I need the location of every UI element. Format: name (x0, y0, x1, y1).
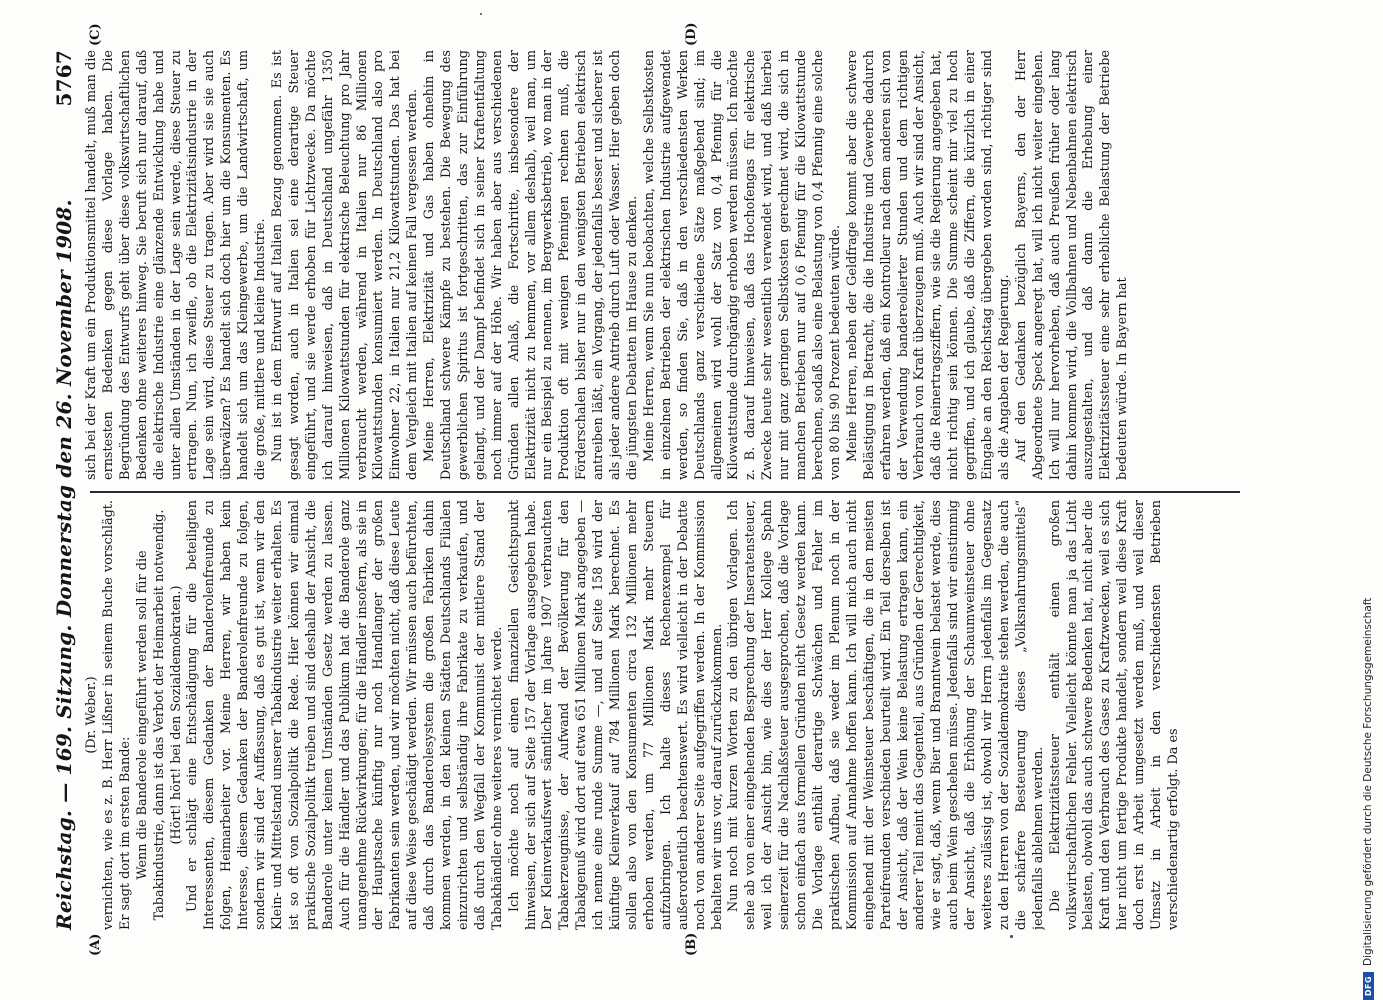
paragraph: sich bei der Kraft um ein Produktionsmittel handelt, muß man die ernstesten Bedenken gegen diese Vorlage haben. Die Begründung des Entwurfs geht über diese volkswirtschaftlichen Bedenken ohne weiteres hinweg. Sie beruft sich nur darauf, daß die elektrische Industrie eine glänzende Entwicklung habe und unter allen Umständen in der Lage sein werde, diese Steuer zu ertragen. Nun, ich zweifle, ob die Elektrizitätsindustrie in der Lage sein wird, diese Steuer zu tragen. Aber wird sie sie auch überwälzen? Es handelt sich doch hier um die Konsumenten. Es handelt sich um das Kleingewerbe, um die Landwirtschaft, um die große, mittlere und kleine Industrie. (84, 50, 269, 480)
paragraph: Meine Herren, Elektrizität und Gas haben ohnehin in Deutschland schwere Kämpfe zu bestehen. Die Bewegung des gewerblichen Spiritus ist fortgeschritten, das zur Einführung gelangt, und der Dampf befindet sich in seiner Kraftentfaltung noch immer auf der Höhe. Wir haben aber aus verschiedenen Gründen allen Anlaß, die Fortschritte, insbesondere der Elektrizität nicht zu hemmen, vor allem deshalb, weil man, um nur ein Beispiel zu nennen, im Bergwerksbetrieb, wo man in der Produktion oft mit wenigen Pfennigen rechnen muß, die Förderschalen bisher nur in den wenigsten Betrieben elektrisch antreiben läßt, ein Vorgang, der jedenfalls besser und sicherer ist als jeder andere Antrieb durch Luft oder Wasser. Hier geben doch die jüngsten Debatten im Hause zu denken. (422, 50, 640, 480)
paragraph: Meine Herren, wenn Sie nun beobachten, welche Selbstkosten in einzelnen Betrieben der elektrischen Industrie aufgewendet werden, so finden Sie, daß in den verschiedensten Werken Deutschlands ganz verschiedene Sätze maßgebend sind; im allgemeinen wird wohl der Satz von 0,4 Pfennig für die Kilowattstunde durchgängig erhoben werden müssen. Ich möchte z. B. darauf hinweisen, daß das Hochofengas für elektrische Zwecke heute sehr wesentlich verwendet wird, und daß hierbei nur mit ganz geringen Selbstkosten gerechnet wird, die sich in manchen Betrieben nur auf 0,6 Pfennig für die Kilowattstunde berechnen, sodaß also eine Belastung von 0,4 Pfennig eine solche von 80 bis 90 Prozent bedeuten würde. (641, 50, 843, 480)
page-number: 5767 (52, 50, 76, 107)
digitization-credit (1362, 0, 1374, 1000)
column-divider (90, 491, 1240, 493)
paragraph: Und er schlägt eine Entschädigung für die beteiligten Interessenten, diesem Gedanken der Banderolenfreunde zu folgen, Heimarbeiter vor. Meine Herren, wir haben kein Interesse, diesem Gedanken der Banderolenfreunde zu folgen, sondern wir sind der Auffassung, daß es gut ist, wenn wir den Klein- und Mittelstand unserer Tabakindustrie weiter erhalten. Es ist so oft von Sozialpolitik die Rede. Hier können wir einmal praktische Sozialpolitik treiben und sind deshalb der Ansicht, die Banderole unter keinen Umständen Gesetz werden zu lassen. Auch für die Händler und das Publikum hat die Banderole ganz unangenehme Rückwirkungen; für die Händler insofern, als sie in der Hauptsache künftig nur noch Handlanger der großen Fabrikanten sein werden, und wir möchten nicht, daß diese Leute auf diese Weise geschädigt werden. Wir müssen auch befürchten, daß durch das Banderolesystem die großen Fabriken dahin kommen werden, in den kleinen Städten Deutschlands Filialen einzurichten und selbständig ihre Fabrikate zu verkaufen, und daß durch den Wegfall der Kommunist der mittlere Stand der Tabakhändler ohne weiteres vernichtet werde. (185, 500, 505, 930)
paragraph: Nun noch mit kurzen Worten zu den übrigen Vorlagen. Ich sehe ab von einer eingehenden Besprechung der Inseratensteuer, weil ich der Ansicht bin, wie dies der Herr Kollege Spahn seinerzeit für die Nachlaßsteuer ausgesprochen, daß die Vorlage schon einfach aus formellen Gründen nicht Gesetz werden kann. Die Vorlage enthält derartige Schwächen und Fehler im praktischen Aufbau, daß sie weder im Plenum noch in der Kommission auf Annahme hoffen kann. Ich will mich auch nicht eingehend mit der Weinsteuer beschäftigen, die in den meisten Parteifreunden verschieden beurteilt wird. Ein Teil derselben ist der Ansicht, daß der Wein keine Belastung ertragen kann, ein anderer Teil meint das Gegenteil, aus Gründen der Gerechtigkeit, wie er sagt, daß, wenn Bier und Branntwein belastet werde, dies auch beim Wein geschehen müsse. Jedenfalls sind wir einstimmig der Ansicht, daß die Erhöhung der Schaumweinsteuer ohne weiteres zulässig ist, obwohl wir Herrn jedenfalls im Gegensatz zu den Herren von der Sozialdemokratie stehen werden, die auch die schärfere Besteuerung dieses „Volksnahrungsmittels“ jedenfalls ablehnen werden. (726, 500, 1046, 930)
margin-marker-c: (C) (88, 23, 103, 46)
paragraph: Nun ist in dem Entwurf auf Italien Bezug genommen. Es ist gesagt worden, auch in Italien sei eine derartige Steuer eingeführt, und sie werde erhoben für Lichtzwecke. Da möchte ich darauf hinweisen, daß in Deutschland ungefähr 1350 Millionen Kilowattstunden für elektrische Beleuchtung pro Jahr verbraucht werden, während in Italien nur 86 Millionen Kilowattstunden konsumiert werden. In Deutschland also pro Einwohner 22, in Italien nur 21,2 Kilowattstunden. Das hat bei dem Vergleich mit Italien auf keinen Fall vergessen werden. (269, 50, 421, 480)
margin-marker-d: (D) (684, 22, 699, 46)
paragraph: Ich möchte noch auf einen finanziellen Gesichtspunkt hinweisen, der sich auf Seite 157 der Vorlage ausgegeben habe. Der Kleinverkaufswert sämtlicher im Jahre 1907 verbrauchten Tabakerzeugnisse, der Aufwand der Bevölkerung für den Tabakgenuß wird dort auf etwa 651 Millionen Mark angegeben — ich nenne eine runde Summe —, und auf Seite 158 wird der künftige Kleinverkauf auf 784 Millionen Mark berechnet. Es sollen also von den Konsumenten circa 132 Millionen mehr erhoben werden, um 77 Millionen Mark mehr Steuern aufzubringen. Ich halte dieses Rechenexempel für außerordentlich beachtenswert. Es wird vielleicht in der Debatte noch von anderer Seite aufgegriffen werden. In der Kommission behalten wir uns vor, darauf zurückzukommen. (506, 500, 725, 930)
margin-marker-a: (A) (88, 933, 103, 956)
paragraph: Auf den Gedanken bezüglich Bayerns, den der Herr Abgeordnete Speck angeregt hat, will ich nicht weiter eingehen. Ich will nur hervorheben, daß auch Preußen früher oder lang dahin kommen wird, die Vollbahnen und Nebenbahnen elektrisch auszugestalten, und daß dann die Erhebung einer Elektrizitätssteuer eine sehr erhebliche Belastung der Betriebe bedeuten würde. In Bayern hat (1013, 50, 1131, 480)
digitization-credit-text: Digitalisierung gefördert durch die Deutsche Forschungsgemeinschaft (1362, 597, 1374, 966)
speaker-name: (Dr. Weber.) (84, 676, 99, 754)
left-text-column (84, 500, 1244, 930)
quotation: Wenn die Banderole eingeführt werden soll für die Tabakindustrie, dann ist das Verbot der Heimarbeit notwendig. (134, 509, 167, 921)
right-text-column (84, 50, 1244, 480)
scan-speck (1010, 935, 1013, 938)
margin-marker-b: (B) (684, 932, 699, 956)
page-header-title: Reichstag. — 169. Sitzung. Donnerstag den 26. November 1908. (52, 199, 76, 930)
paragraph: Die Elektrizitätssteuer enthält einen großen volkswirtschaftlichen Fehler. Vielleicht könnte man ja das Licht belasten, obwohl das auch schwere Bedenken hat, nicht aber die Kraft und den Verbrauch des Gases zu Kraftzwecken, weil es sich hier nicht um fertige Produkte handelt, sondern weil diese Kraft doch erst in Arbeit umgesetzt werden muß, und weil dieser Umsatz in Arbeit in den verschiedensten Betrieben verschiedenartig erfolgt. Da es (1047, 500, 1181, 930)
paragraph: Meine Herren, neben der Geldfrage kommt aber die schwere Belästigung in Betracht, die die Industrie und Gewerbe dadurch erfahren werden, daß ein Kontrolleur nach dem anderen sich von der Verwendung bandereolierter Stunden und dem richtigen Verbrauch von Kraft überzeugen muß. Auch wir sind der Ansicht, daß die Reinertragsziffern, wie sie die Regierung angegeben hat, nicht richtig sein können. Die Summe scheint mir viel zu hoch gegriffen, und ich glaube, daß die Ziffern, die kürzlich in einer Eingabe an den Reichstag übergeben worden sind, richtiger sind als die Angaben der Regierung. (844, 50, 1012, 480)
interjection: (Hört! hört! bei den Sozialdemokraten.) (168, 585, 184, 845)
page-header (28, 50, 76, 930)
scan-speck (480, 13, 482, 15)
paragraph: vernichten, wie es z. B. Herr Lißner in seinem Buche vorschlägt. Er sagt dort im ersten Bande: (100, 500, 133, 930)
dfg-logo-icon: DFG (1363, 972, 1374, 1000)
